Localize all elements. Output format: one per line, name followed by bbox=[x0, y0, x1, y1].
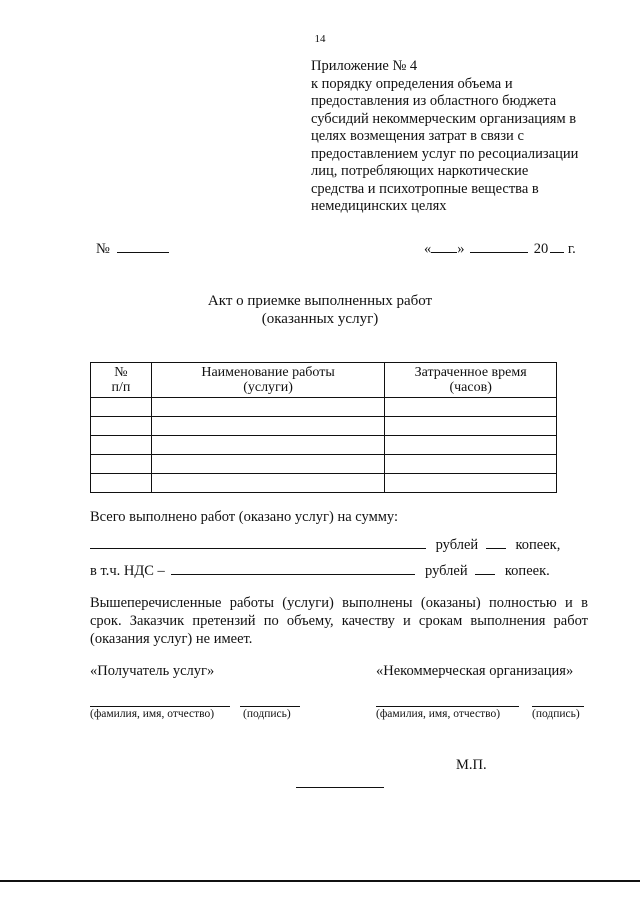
year-prefix: 20 bbox=[533, 241, 549, 257]
date-open-quote: « bbox=[424, 241, 432, 257]
header-line: (услуги) bbox=[243, 380, 293, 395]
year-suffix: г. bbox=[567, 241, 576, 257]
table-cell[interactable] bbox=[91, 398, 152, 417]
header-line: № bbox=[114, 365, 128, 380]
number-sign: № bbox=[96, 241, 110, 257]
column-header-time bbox=[385, 363, 557, 398]
recipient-title: «Получатель услуг» bbox=[90, 663, 215, 679]
appendix-line: предоставления из областного бюджета bbox=[311, 93, 557, 109]
page-number: 14 bbox=[314, 33, 326, 45]
kopecks-label: копеек. bbox=[504, 563, 550, 579]
appendix-line: Приложение № 4 bbox=[311, 58, 418, 74]
act-number bbox=[96, 240, 169, 258]
document-title bbox=[0, 292, 640, 328]
table-cell[interactable] bbox=[91, 417, 152, 436]
organization-name-caption: (фамилия, имя, отчество) bbox=[376, 708, 501, 720]
recipient-signature-caption: (подпись) bbox=[243, 708, 291, 720]
organization-signature-line bbox=[532, 706, 584, 707]
sum-blank bbox=[90, 536, 426, 549]
works-table bbox=[90, 362, 557, 493]
appendix-line: целях возмещения затрат в связи с bbox=[311, 128, 524, 144]
column-header-name bbox=[151, 363, 384, 398]
table-row bbox=[91, 398, 557, 417]
table-cell[interactable] bbox=[151, 417, 384, 436]
table-cell[interactable] bbox=[91, 455, 152, 474]
kopecks-label: копеек, bbox=[515, 537, 561, 553]
vat-label: в т.ч. НДС – bbox=[90, 563, 165, 579]
act-date bbox=[424, 240, 576, 258]
date-close-quote: » bbox=[457, 241, 465, 257]
appendix-line: к порядку определения объема и bbox=[311, 75, 513, 92]
recipient-name-line bbox=[90, 706, 230, 707]
vat-row bbox=[90, 562, 558, 580]
table-header-row bbox=[91, 363, 557, 398]
page-bottom-rule bbox=[0, 880, 640, 882]
table-cell[interactable] bbox=[151, 455, 384, 474]
table-cell[interactable] bbox=[91, 436, 152, 455]
table-row bbox=[91, 417, 557, 436]
header-line: Затраченное время bbox=[414, 365, 527, 380]
rubles-label: рублей bbox=[435, 537, 479, 553]
recipient-name-caption: (фамилия, имя, отчество) bbox=[90, 708, 215, 720]
rubles-label: рублей bbox=[425, 563, 468, 579]
table-cell[interactable] bbox=[91, 474, 152, 493]
sum-row bbox=[90, 536, 561, 554]
year-blank bbox=[550, 240, 564, 253]
organization-signature-caption: (подпись) bbox=[532, 708, 580, 720]
appendix-line: предоставлением услуг по ресоциализации bbox=[311, 145, 579, 162]
table-row bbox=[91, 455, 557, 474]
table-cell[interactable] bbox=[151, 474, 384, 493]
appendix-line: немедицинских целях bbox=[311, 198, 447, 214]
title-line-2: (оказанных услуг) bbox=[261, 311, 379, 327]
appendix-line: субсидий некоммерческим организациям в bbox=[311, 110, 577, 127]
header-line: п/п bbox=[111, 380, 131, 395]
table-cell[interactable] bbox=[385, 436, 557, 455]
table-cell[interactable] bbox=[385, 455, 557, 474]
vat-blank bbox=[171, 562, 415, 575]
appendix-header bbox=[311, 58, 601, 216]
organization-title: «Некоммерческая организация» bbox=[376, 663, 574, 679]
table-cell[interactable] bbox=[151, 398, 384, 417]
organization-name-line bbox=[376, 706, 519, 707]
table-cell[interactable] bbox=[385, 474, 557, 493]
table-row bbox=[91, 474, 557, 493]
kopecks-blank bbox=[475, 562, 495, 575]
column-header-number bbox=[91, 363, 152, 398]
total-amount-label: Всего выполнено работ (оказано услуг) на сумму: bbox=[90, 509, 399, 525]
appendix-line: средства и психотропные вещества в bbox=[311, 180, 539, 197]
title-line-1: Акт о приемке выполненных работ bbox=[207, 293, 433, 309]
recipient-signature-line bbox=[240, 706, 300, 707]
appendix-line: лиц, потребляющих наркотические bbox=[311, 163, 529, 179]
header-line: (часов) bbox=[449, 380, 492, 395]
acceptance-statement: Вышеперечисленные работы (услуги) выполнены (оказаны) полностью и в срок. Заказчик претензий по объему, качеству и срокам выполнения работ (оказания услуг) не имеет. bbox=[90, 595, 588, 647]
table-cell[interactable] bbox=[151, 436, 384, 455]
table-cell[interactable] bbox=[385, 398, 557, 417]
table-row bbox=[91, 436, 557, 455]
act-number-blank bbox=[117, 240, 169, 253]
stamp-place-label: М.П. bbox=[456, 757, 487, 773]
header-line: Наименование работы bbox=[201, 365, 335, 380]
table-cell[interactable] bbox=[385, 417, 557, 436]
stamp-line bbox=[296, 787, 384, 788]
kopecks-blank bbox=[486, 536, 506, 549]
month-blank bbox=[470, 240, 528, 253]
day-blank bbox=[431, 240, 457, 253]
